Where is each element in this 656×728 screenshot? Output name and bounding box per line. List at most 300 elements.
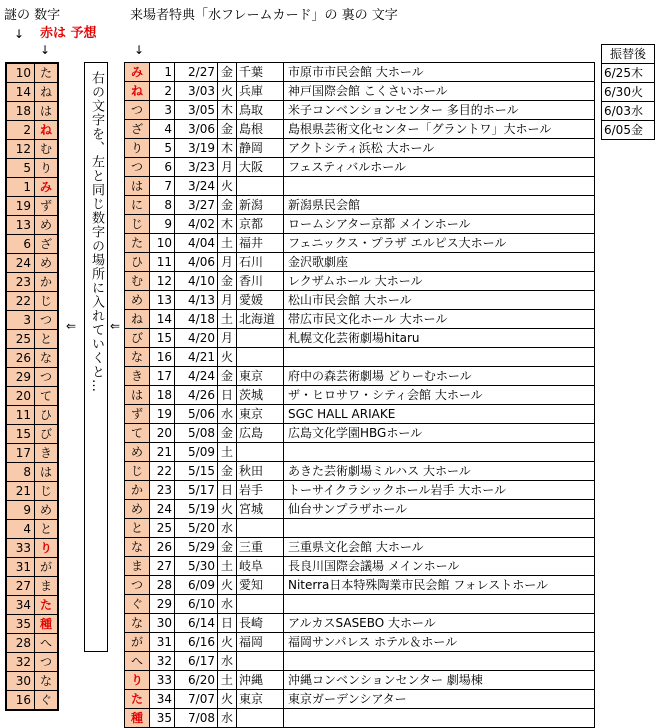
riddle-char: ひ <box>35 406 59 425</box>
riddle-number: 23 <box>6 273 35 292</box>
prefecture: 静岡 <box>237 139 284 158</box>
riddle-row <box>6 463 58 482</box>
weekday: 月 <box>218 291 237 310</box>
venue: SGC HALL ARIAKE <box>284 405 595 424</box>
riddle-row <box>6 197 58 216</box>
riddle-number: 12 <box>6 140 35 159</box>
instruction-text: 右の文字を、左と同じ数字の場所に入れていくと… <box>89 71 104 393</box>
venue: ザ・ヒロサワ・シティ会館 大ホール <box>284 386 595 405</box>
venue: 帯広市民文化ホール 大ホール <box>284 310 595 329</box>
prefecture <box>237 595 284 614</box>
prefecture: 宮城 <box>237 500 284 519</box>
show-date: 3/27 <box>175 196 218 215</box>
schedule-row <box>125 101 595 120</box>
riddle-row <box>6 444 58 463</box>
riddle-row <box>6 425 58 444</box>
venue <box>284 443 595 462</box>
venue: アクトシティ浜松 大ホール <box>284 139 595 158</box>
card-char: む <box>125 272 150 291</box>
schedule-row <box>125 481 595 500</box>
riddle-number: 2 <box>6 121 35 140</box>
riddle-row <box>6 501 58 520</box>
card-char: へ <box>125 652 150 671</box>
schedule-row <box>125 405 595 424</box>
card-char: じ <box>125 462 150 481</box>
card-char: た <box>125 690 150 709</box>
riddle-number: 27 <box>6 577 35 596</box>
prefecture <box>237 348 284 367</box>
weekday: 土 <box>218 671 237 690</box>
prefecture: 愛媛 <box>237 291 284 310</box>
riddle-row <box>6 83 58 102</box>
riddle-char: ず <box>35 197 59 216</box>
venue: 長良川国際会議場 メインホール <box>284 557 595 576</box>
show-number: 10 <box>150 234 175 253</box>
show-date: 3/23 <box>175 158 218 177</box>
show-number: 21 <box>150 443 175 462</box>
prefecture: 鳥取 <box>237 101 284 120</box>
weekday: 火 <box>218 576 237 595</box>
riddle-char: つ <box>35 368 59 387</box>
show-number: 11 <box>150 253 175 272</box>
riddle-row <box>6 596 58 615</box>
weekday: 火 <box>218 82 237 101</box>
weekday: 金 <box>218 272 237 291</box>
riddle-number: 3 <box>6 311 35 330</box>
show-number: 18 <box>150 386 175 405</box>
card-char: め <box>125 443 150 462</box>
venue <box>284 348 595 367</box>
show-date: 2/27 <box>175 63 218 82</box>
riddle-number: 15 <box>6 425 35 444</box>
schedule-row <box>125 538 595 557</box>
card-char: ぐ <box>125 595 150 614</box>
show-number: 14 <box>150 310 175 329</box>
riddle-char: て <box>35 387 59 406</box>
venue: 神戸国際会館 こくさいホール <box>284 82 595 101</box>
riddle-char: ざ <box>35 235 59 254</box>
riddle-row <box>6 178 58 197</box>
venue: フェスティバルホール <box>284 158 595 177</box>
weekday: 火 <box>218 690 237 709</box>
riddle-number: 25 <box>6 330 35 349</box>
riddle-number: 16 <box>6 691 35 711</box>
card-char: ね <box>125 310 150 329</box>
riddle-char: め <box>35 501 59 520</box>
riddle-char: り <box>35 159 59 178</box>
card-char: が <box>125 633 150 652</box>
venue <box>284 709 595 728</box>
venue: Niterra日本特殊陶業市民会館 フォレストホール <box>284 576 595 595</box>
venue: 仙台サンプラザホール <box>284 500 595 519</box>
show-number: 20 <box>150 424 175 443</box>
prefecture <box>237 177 284 196</box>
riddle-row <box>6 653 58 672</box>
prefecture: 広島 <box>237 424 284 443</box>
makeup-table <box>601 44 655 140</box>
schedule-row <box>125 709 595 728</box>
schedule-row <box>125 443 595 462</box>
show-number: 22 <box>150 462 175 481</box>
riddle-char: と <box>35 330 59 349</box>
prefecture: 沖縄 <box>237 671 284 690</box>
riddle-char: り <box>35 539 59 558</box>
riddle-row <box>6 330 58 349</box>
schedule-row <box>125 177 595 196</box>
riddle-row <box>6 615 58 634</box>
riddle-number: 1 <box>6 178 35 197</box>
show-number: 35 <box>150 709 175 728</box>
venue: 島根県芸術文化センター「グラントワ」大ホール <box>284 120 595 139</box>
riddle-number: 30 <box>6 672 35 691</box>
weekday: 水 <box>218 709 237 728</box>
venue: 市原市市民会館 大ホール <box>284 63 595 82</box>
riddle-number: 20 <box>6 387 35 406</box>
prefecture <box>237 652 284 671</box>
weekday: 水 <box>218 652 237 671</box>
schedule-row <box>125 139 595 158</box>
schedule-row <box>125 576 595 595</box>
card-char: か <box>125 481 150 500</box>
card-char: た <box>125 234 150 253</box>
venue: フェニックス・プラザ エルピス大ホール <box>284 234 595 253</box>
weekday: 土 <box>218 234 237 253</box>
card-char: つ <box>125 101 150 120</box>
riddle-char: な <box>35 349 59 368</box>
schedule-row <box>125 367 595 386</box>
riddle-char: み <box>35 178 59 197</box>
schedule-row <box>125 690 595 709</box>
riddle-row <box>6 387 58 406</box>
down-arrow-icon: ↓ <box>14 27 25 41</box>
schedule-row <box>125 671 595 690</box>
venue: 松山市民会館 大ホール <box>284 291 595 310</box>
weekday: 水 <box>218 595 237 614</box>
venue: アルカスSASEBO 大ホール <box>284 614 595 633</box>
down-arrow-icon: ↓ <box>40 43 51 57</box>
venue <box>284 177 595 196</box>
riddle-char: び <box>35 425 59 444</box>
card-char: り <box>125 139 150 158</box>
prefecture: 岩手 <box>237 481 284 500</box>
prefecture: 北海道 <box>237 310 284 329</box>
riddle-number: 9 <box>6 501 35 520</box>
weekday: 火 <box>218 500 237 519</box>
prefecture <box>237 329 284 348</box>
card-char: 種 <box>125 709 150 728</box>
prefecture: 茨城 <box>237 386 284 405</box>
show-number: 29 <box>150 595 175 614</box>
venue: 沖縄コンベンションセンター 劇場棟 <box>284 671 595 690</box>
riddle-number: 10 <box>6 63 35 83</box>
card-title: 来場者特典「水フレームカード」の 裏の 文字 <box>130 8 398 23</box>
venue <box>284 652 595 671</box>
riddle-number: 29 <box>6 368 35 387</box>
riddle-char: む <box>35 140 59 159</box>
riddle-number: 19 <box>6 197 35 216</box>
riddle-number: 13 <box>6 216 35 235</box>
venue: 金沢歌劇座 <box>284 253 595 272</box>
prefecture <box>237 519 284 538</box>
riddle-char: つ <box>35 311 59 330</box>
weekday: 火 <box>218 348 237 367</box>
card-char: ざ <box>125 120 150 139</box>
venue: 札幌文化芸術劇場hitaru <box>284 329 595 348</box>
weekday: 月 <box>218 253 237 272</box>
riddle-number: 26 <box>6 349 35 368</box>
show-date: 5/30 <box>175 557 218 576</box>
venue: レクザムホール 大ホール <box>284 272 595 291</box>
prediction-note: 赤は 予想 <box>40 26 97 41</box>
show-number: 30 <box>150 614 175 633</box>
weekday: 土 <box>218 443 237 462</box>
show-date: 5/06 <box>175 405 218 424</box>
weekday: 水 <box>218 405 237 424</box>
show-number: 34 <box>150 690 175 709</box>
show-date: 5/17 <box>175 481 218 500</box>
show-number: 33 <box>150 671 175 690</box>
riddle-char: じ <box>35 292 59 311</box>
show-number: 26 <box>150 538 175 557</box>
venue: ロームシアター京都 メインホール <box>284 215 595 234</box>
show-date: 5/09 <box>175 443 218 462</box>
schedule-row <box>125 82 595 101</box>
riddle-row <box>6 140 58 159</box>
show-number: 25 <box>150 519 175 538</box>
show-number: 7 <box>150 177 175 196</box>
riddle-number: 17 <box>6 444 35 463</box>
prefecture: 岐阜 <box>237 557 284 576</box>
riddle-row <box>6 102 58 121</box>
riddle-char: き <box>35 444 59 463</box>
riddle-char: ま <box>35 577 59 596</box>
show-date: 5/08 <box>175 424 218 443</box>
schedule-row <box>125 158 595 177</box>
riddle-row <box>6 216 58 235</box>
schedule-row <box>125 500 595 519</box>
venue <box>284 595 595 614</box>
weekday: 木 <box>218 139 237 158</box>
weekday: 土 <box>218 310 237 329</box>
show-date: 4/21 <box>175 348 218 367</box>
venue: 東京ガーデンシアター <box>284 690 595 709</box>
venue: あきた芸術劇場ミルハス 大ホール <box>284 462 595 481</box>
weekday: 金 <box>218 367 237 386</box>
show-number: 5 <box>150 139 175 158</box>
card-char: み <box>125 63 150 82</box>
riddle-char: な <box>35 672 59 691</box>
show-date: 5/29 <box>175 538 218 557</box>
schedule-row <box>125 595 595 614</box>
riddle-row <box>6 482 58 501</box>
riddle-char: へ <box>35 634 59 653</box>
riddle-row <box>6 539 58 558</box>
schedule-row <box>125 462 595 481</box>
schedule-row <box>125 196 595 215</box>
card-char: な <box>125 348 150 367</box>
show-number: 4 <box>150 120 175 139</box>
card-char: ひ <box>125 253 150 272</box>
prefecture: 愛知 <box>237 576 284 595</box>
show-number: 19 <box>150 405 175 424</box>
weekday: 金 <box>218 424 237 443</box>
riddle-row <box>6 159 58 178</box>
weekday: 火 <box>218 633 237 652</box>
riddle-number: 8 <box>6 463 35 482</box>
prefecture: 東京 <box>237 367 284 386</box>
show-number: 32 <box>150 652 175 671</box>
riddle-char: め <box>35 254 59 273</box>
riddle-number: 18 <box>6 102 35 121</box>
riddle-char: ぐ <box>35 691 59 711</box>
card-char: て <box>125 424 150 443</box>
prefecture: 三重 <box>237 538 284 557</box>
venue: 広島文化学園HBGホール <box>284 424 595 443</box>
show-number: 1 <box>150 63 175 82</box>
schedule-row <box>125 633 595 652</box>
show-date: 6/16 <box>175 633 218 652</box>
prefecture: 新潟 <box>237 196 284 215</box>
riddle-char: は <box>35 102 59 121</box>
riddle-char: た <box>35 596 59 615</box>
schedule-row <box>125 63 595 82</box>
show-date: 3/03 <box>175 82 218 101</box>
show-number: 12 <box>150 272 175 291</box>
card-char: き <box>125 367 150 386</box>
prefecture: 千葉 <box>237 63 284 82</box>
show-date: 6/10 <box>175 595 218 614</box>
riddle-row <box>6 691 58 711</box>
venue <box>284 519 595 538</box>
prefecture: 京都 <box>237 215 284 234</box>
riddle-number: 21 <box>6 482 35 501</box>
riddle-char: つ <box>35 653 59 672</box>
weekday: 月 <box>218 329 237 348</box>
prefecture: 島根 <box>237 120 284 139</box>
card-char: め <box>125 500 150 519</box>
left-arrow-icon: ⇐ <box>66 319 77 333</box>
riddle-char: ね <box>35 83 59 102</box>
schedule-row <box>125 272 595 291</box>
card-char: び <box>125 329 150 348</box>
makeup-header: 振替後 <box>602 45 655 64</box>
riddle-char: た <box>35 63 59 83</box>
card-char: つ <box>125 158 150 177</box>
card-char: ね <box>125 82 150 101</box>
show-date: 4/06 <box>175 253 218 272</box>
prefecture: 石川 <box>237 253 284 272</box>
show-number: 6 <box>150 158 175 177</box>
prefecture: 東京 <box>237 690 284 709</box>
schedule-row <box>125 310 595 329</box>
weekday: 火 <box>218 177 237 196</box>
riddle-number: 34 <box>6 596 35 615</box>
prefecture <box>237 443 284 462</box>
prefecture: 香川 <box>237 272 284 291</box>
riddle-number: 5 <box>6 159 35 178</box>
left-arrow-icon: ⇐ <box>110 319 121 333</box>
riddle-row <box>6 254 58 273</box>
show-date: 4/18 <box>175 310 218 329</box>
show-date: 3/24 <box>175 177 218 196</box>
show-date: 5/15 <box>175 462 218 481</box>
show-date: 7/07 <box>175 690 218 709</box>
prefecture: 東京 <box>237 405 284 424</box>
riddle-number: 4 <box>6 520 35 539</box>
show-number: 13 <box>150 291 175 310</box>
show-number: 27 <box>150 557 175 576</box>
riddle-char: が <box>35 558 59 577</box>
show-date: 4/10 <box>175 272 218 291</box>
weekday: 土 <box>218 557 237 576</box>
prefecture: 福岡 <box>237 633 284 652</box>
riddle-number: 24 <box>6 254 35 273</box>
card-char: つ <box>125 576 150 595</box>
card-char: め <box>125 291 150 310</box>
riddle-row <box>6 520 58 539</box>
card-char: に <box>125 196 150 215</box>
riddle-row <box>6 406 58 425</box>
riddle-row <box>6 349 58 368</box>
schedule-row <box>125 424 595 443</box>
riddle-row <box>6 368 58 387</box>
show-number: 28 <box>150 576 175 595</box>
show-number: 3 <box>150 101 175 120</box>
schedule-row <box>125 386 595 405</box>
show-date: 4/02 <box>175 215 218 234</box>
riddle-row <box>6 577 58 596</box>
show-date: 3/06 <box>175 120 218 139</box>
show-date: 5/20 <box>175 519 218 538</box>
weekday: 金 <box>218 63 237 82</box>
schedule-row <box>125 329 595 348</box>
riddle-title: 謎の 数字 <box>4 8 61 23</box>
card-char: な <box>125 614 150 633</box>
show-date: 3/05 <box>175 101 218 120</box>
riddle-char: ね <box>35 121 59 140</box>
prefecture: 秋田 <box>237 462 284 481</box>
weekday: 金 <box>218 196 237 215</box>
schedule-row <box>125 215 595 234</box>
card-char: り <box>125 671 150 690</box>
riddle-number: 32 <box>6 653 35 672</box>
riddle-row <box>6 273 58 292</box>
prefecture <box>237 709 284 728</box>
show-number: 16 <box>150 348 175 367</box>
venue: 福岡サンパレス ホテル＆ホール <box>284 633 595 652</box>
riddle-char: は <box>35 463 59 482</box>
card-char: と <box>125 519 150 538</box>
show-number: 15 <box>150 329 175 348</box>
riddle-char: か <box>35 273 59 292</box>
riddle-number: 11 <box>6 406 35 425</box>
riddle-char: じ <box>35 482 59 501</box>
weekday: 水 <box>218 519 237 538</box>
riddle-row <box>6 121 58 140</box>
show-number: 9 <box>150 215 175 234</box>
makeup-date: 6/25木 <box>602 64 655 83</box>
show-date: 5/19 <box>175 500 218 519</box>
weekday: 月 <box>218 158 237 177</box>
card-char: な <box>125 538 150 557</box>
schedule-row <box>125 519 595 538</box>
show-date: 6/20 <box>175 671 218 690</box>
card-char: は <box>125 386 150 405</box>
show-date: 6/09 <box>175 576 218 595</box>
makeup-date: 6/03水 <box>602 102 655 121</box>
makeup-date: 6/05金 <box>602 121 655 140</box>
venue: 米子コンベンションセンター 多目的ホール <box>284 101 595 120</box>
